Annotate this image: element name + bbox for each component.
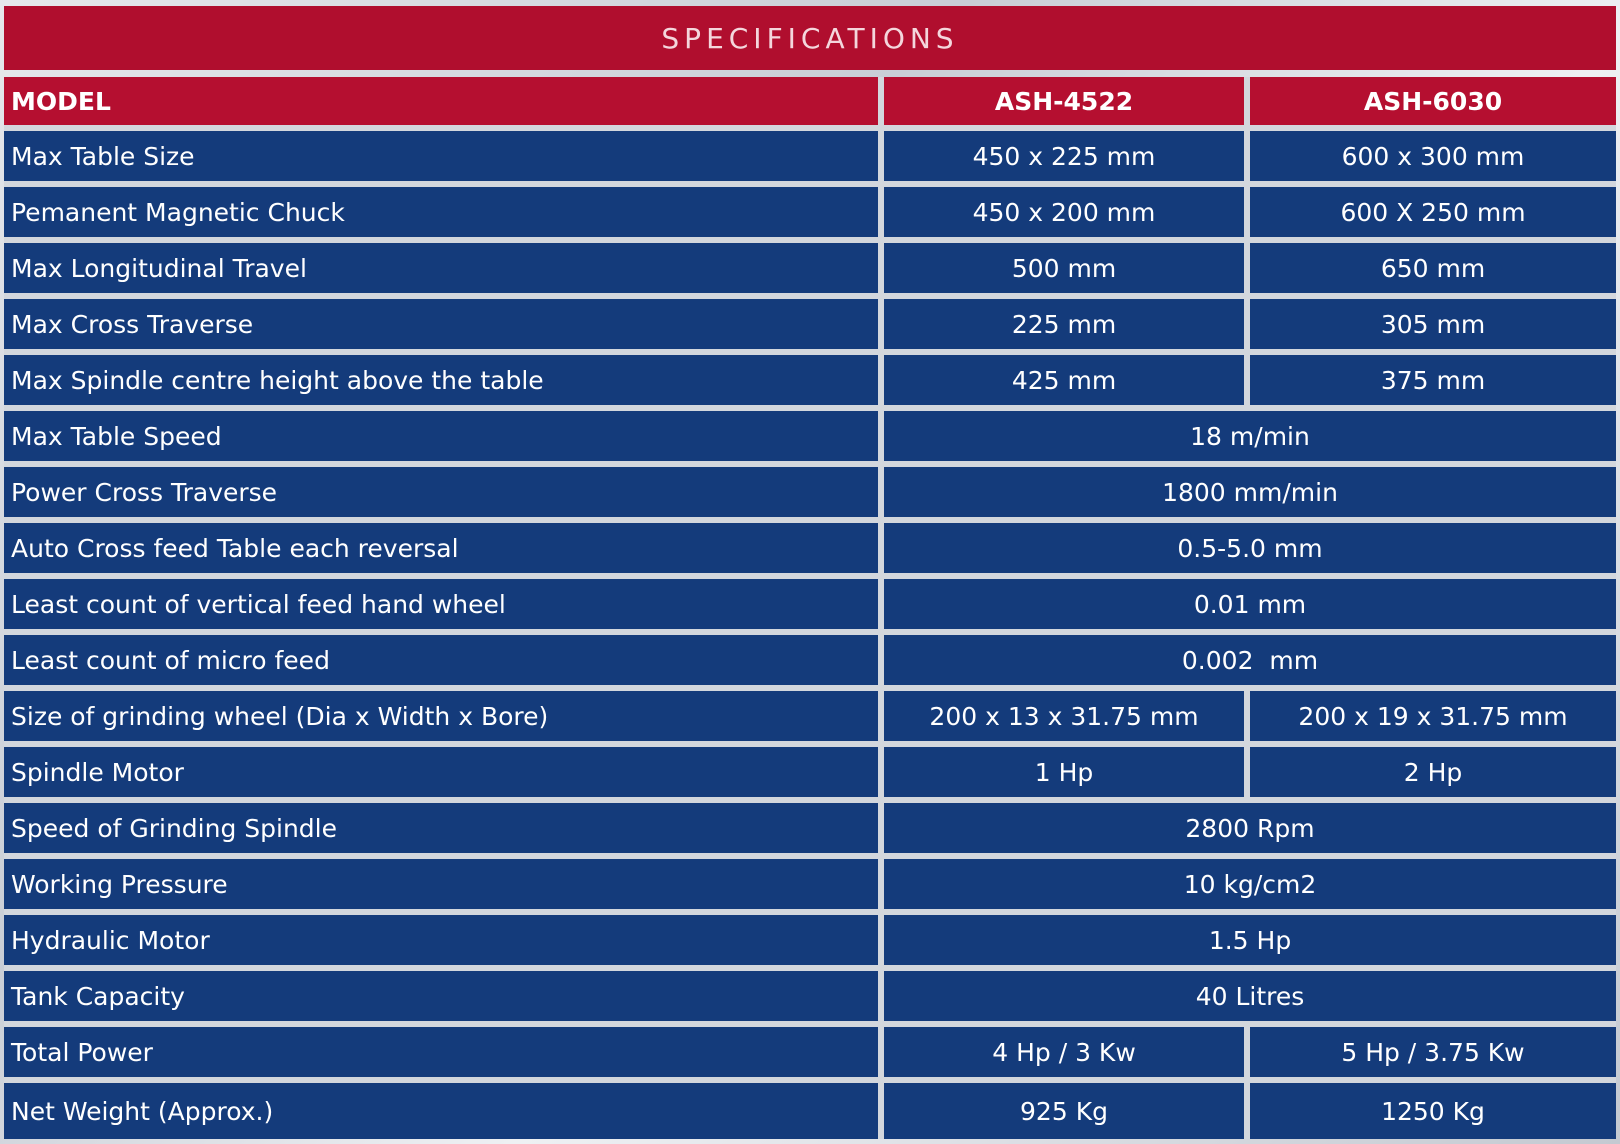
specifications-table: [4, 77, 1616, 1139]
table-header-row: [4, 77, 1616, 131]
table-row: [4, 187, 1616, 243]
table-row: [4, 971, 1616, 1027]
table-row: [4, 579, 1616, 635]
table-row: [4, 747, 1616, 803]
value-model-a: 450 x 200 mm: [884, 187, 1250, 243]
value-model-b: 600 X 250 mm: [1250, 187, 1616, 243]
value-model-a: 4 Hp / 3 Kw: [884, 1027, 1250, 1083]
row-label: Max Table Size: [4, 131, 884, 187]
table-row: [4, 243, 1616, 299]
row-label: Hydraulic Motor: [4, 915, 884, 971]
value-shared: 1.5 Hp: [884, 915, 1616, 971]
value-shared: 0.002 mm: [884, 635, 1616, 691]
value-model-a: 450 x 225 mm: [884, 131, 1250, 187]
row-label: Pemanent Magnetic Chuck: [4, 187, 884, 243]
table-row: [4, 131, 1616, 187]
table-row: [4, 635, 1616, 691]
value-model-a: 425 mm: [884, 355, 1250, 411]
row-label: Auto Cross feed Table each reversal: [4, 523, 884, 579]
table-row: [4, 355, 1616, 411]
value-model-b: 1250 Kg: [1250, 1083, 1616, 1139]
row-label: Total Power: [4, 1027, 884, 1083]
row-label: Spindle Motor: [4, 747, 884, 803]
table-row: [4, 299, 1616, 355]
row-label: Working Pressure: [4, 859, 884, 915]
model-header: MODEL: [4, 77, 884, 131]
specifications-title: SPECIFICATIONS: [4, 6, 1616, 70]
value-shared: 40 Litres: [884, 971, 1616, 1027]
row-label: Least count of micro feed: [4, 635, 884, 691]
table-row: [4, 691, 1616, 747]
value-model-b: 2 Hp: [1250, 747, 1616, 803]
row-label: Tank Capacity: [4, 971, 884, 1027]
value-model-b: 375 mm: [1250, 355, 1616, 411]
value-model-a: 200 x 13 x 31.75 mm: [884, 691, 1250, 747]
value-model-b: 650 mm: [1250, 243, 1616, 299]
row-label: Size of grinding wheel (Dia x Width x Bore): [4, 691, 884, 747]
model-b-header: ASH-6030: [1250, 77, 1616, 131]
row-label: Max Spindle centre height above the table: [4, 355, 884, 411]
table-row: [4, 523, 1616, 579]
row-label: Max Cross Traverse: [4, 299, 884, 355]
value-model-b: 600 x 300 mm: [1250, 131, 1616, 187]
value-shared: 1800 mm/min: [884, 467, 1616, 523]
row-label: Speed of Grinding Spindle: [4, 803, 884, 859]
value-model-b: 305 mm: [1250, 299, 1616, 355]
table-row: [4, 1083, 1616, 1139]
value-model-a: 225 mm: [884, 299, 1250, 355]
value-model-a: 925 Kg: [884, 1083, 1250, 1139]
model-a-header: ASH-4522: [884, 77, 1250, 131]
value-shared: 2800 Rpm: [884, 803, 1616, 859]
table-row: [4, 1027, 1616, 1083]
row-label: Least count of vertical feed hand wheel: [4, 579, 884, 635]
row-label: Power Cross Traverse: [4, 467, 884, 523]
value-model-b: 200 x 19 x 31.75 mm: [1250, 691, 1616, 747]
table-row: [4, 859, 1616, 915]
row-label: Max Table Speed: [4, 411, 884, 467]
table-row: [4, 467, 1616, 523]
value-shared: 0.01 mm: [884, 579, 1616, 635]
table-row: [4, 803, 1616, 859]
value-model-b: 5 Hp / 3.75 Kw: [1250, 1027, 1616, 1083]
value-shared: 0.5-5.0 mm: [884, 523, 1616, 579]
value-model-a: 1 Hp: [884, 747, 1250, 803]
table-row: [4, 915, 1616, 971]
row-label: Net Weight (Approx.): [4, 1083, 884, 1139]
value-model-a: 500 mm: [884, 243, 1250, 299]
value-shared: 18 m/min: [884, 411, 1616, 467]
table-row: [4, 411, 1616, 467]
row-label: Max Longitudinal Travel: [4, 243, 884, 299]
value-shared: 10 kg/cm2: [884, 859, 1616, 915]
